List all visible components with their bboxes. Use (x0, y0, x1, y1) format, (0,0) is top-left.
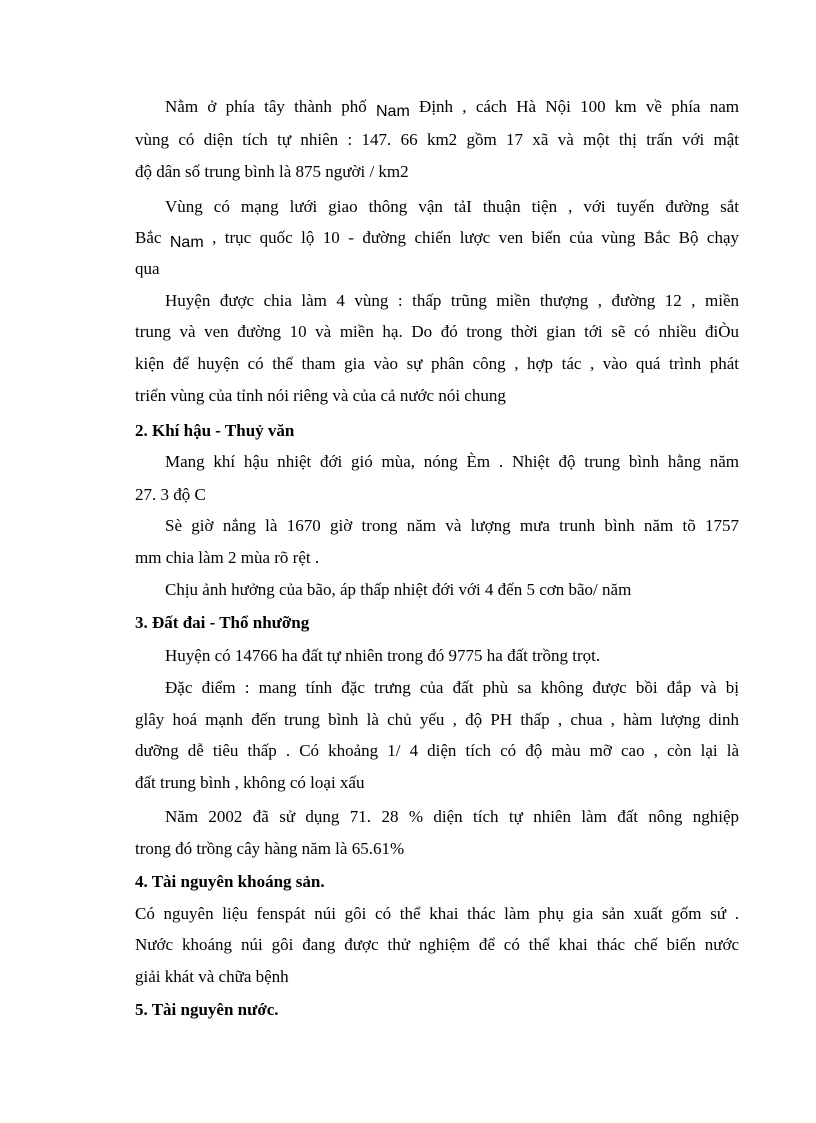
paragraph-line: Nước khoáng núi gôi đang được thử nghiệm để có thể khai thác chế biến nước (135, 935, 739, 954)
paragraph-line: Chịu ảnh hưởng của bão, áp thấp nhiệt đới với 4 đến 5 cơn bão/ năm (165, 580, 632, 599)
paragraph-line: Huyện được chia làm 4 vùng : thấp trũng miền thượng , đường 12 , miền (165, 291, 739, 310)
text-run: , trục quốc lộ 10 - đường chiến lược ven biển của vùng Bắc Bộ chạy (203, 228, 739, 247)
paragraph-line: triển vùng của tỉnh nói riêng và của cả nước nói chung (135, 386, 506, 405)
section-heading: 2. Khí hậu - Thuỷ văn (135, 421, 295, 440)
paragraph-line: vùng có diện tích tự nhiên : 147. 66 km2 gồm 17 xã và một thị trấn với mật (135, 130, 739, 149)
paragraph-line: Huyện có 14766 ha đất tự nhiên trong đó 9775 ha đất trồng trọt. (165, 646, 601, 665)
paragraph-line: Mang khí hậu nhiệt đới gió mùa, nóng Èm . Nhiệt độ trung bình hằng năm (165, 452, 739, 471)
paragraph-line: đất trung bình , không có loại xấu (135, 773, 365, 792)
text-run: Bắc (135, 228, 170, 247)
paragraph-line: mm chia làm 2 mùa rõ rệt . (135, 548, 320, 567)
paragraph-line: trong đó trồng cây hàng năm là 65.61% (135, 839, 405, 858)
text-run-lowered: Nam (169, 234, 204, 251)
paragraph-line: kiện để huyện có thể tham gia vào sự phân công , hợp tác , vào quá trình phát (135, 354, 739, 373)
paragraph-line: độ dân số trung bình là 875 người / km2 (135, 162, 409, 181)
paragraph-line: Đặc điểm : mang tính đặc trưng của đất phù sa không được bồi đắp và bị (165, 678, 739, 697)
paragraph-line: dưỡng dễ tiêu thấp . Có khoảng 1/ 4 diện tích có độ màu mỡ cao , còn lại là (135, 741, 739, 760)
text-run: Nằm ở phía tây thành phố (165, 97, 376, 116)
paragraph-line (135, 227, 739, 250)
paragraph-line (165, 96, 739, 119)
text-run-lowered: Nam (375, 103, 410, 120)
paragraph-line: Sè giờ nắng là 1670 giờ trong năm và lượng mưa trunh bình năm tõ 1757 (165, 516, 739, 535)
paragraph-line: qua (135, 259, 160, 278)
paragraph-line: glây hoá mạnh đến trung bình là chủ yếu , độ PH thấp , chua , hàm lượng dinh (135, 710, 739, 729)
section-heading: 3. Đất đai - Thổ nhưỡng (135, 613, 310, 632)
paragraph-line: 27. 3 độ C (135, 485, 206, 504)
paragraph-line: trung và ven đường 10 và miền hạ. Do đó trong thời gian tới sẽ có nhiều điÒu (135, 322, 739, 341)
section-heading: 4. Tài nguyên khoáng sản. (135, 872, 325, 891)
text-run: Định , cách Hà Nội 100 km về phía nam (409, 97, 740, 116)
paragraph-line: Có nguyên liệu fenspát núi gôi có thể khai thác làm phụ gia sản xuất gốm sứ . (135, 904, 739, 923)
paragraph-line: Vùng có mạng lưới giao thông vận tảI thuận tiện , với tuyến đường sắt (165, 197, 739, 216)
paragraph-line: giải khát và chữa bệnh (135, 967, 289, 986)
paragraph-line: Năm 2002 đã sử dụng 71. 28 % diện tích tự nhiên làm đất nông nghiệp (165, 807, 739, 826)
section-heading: 5. Tài nguyên nước. (135, 1000, 279, 1019)
